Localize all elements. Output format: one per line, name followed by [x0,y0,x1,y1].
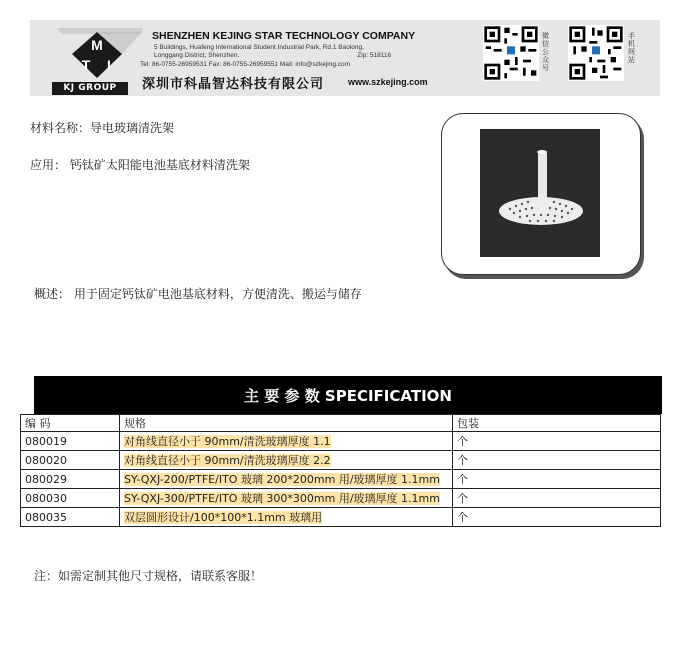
qr-code-mobile-site-icon [568,25,624,81]
table-row [21,508,661,527]
letterhead [30,20,660,96]
company-name-en: SHENZHEN KEJING STAR TECHNOLOGY COMPANY [152,30,416,42]
product-photo-frame [441,113,641,275]
row-pack: 个 [453,432,661,451]
header-pack: 包装 [453,415,661,432]
website-text: www.szkejing.com [348,77,428,87]
logo-letter-i: I [107,57,111,73]
row-spec: 对角线直径小于 90mm/清洗玻璃厚度 1.1 [120,432,453,451]
table-row [21,451,661,470]
row-pack: 个 [453,451,661,470]
table-row [21,432,661,451]
spec-table [20,414,661,527]
zip-code: Zip: 518116 [357,52,392,59]
row-pack: 个 [453,489,661,508]
logo-group-text: KJ GROUP [52,82,128,95]
row-spec: SY-QXJ-300/PTFE/ITO 玻璃 300*300mm 用/玻璃厚度 1.1mm [120,489,453,508]
company-name-cn: 深圳市科晶智达科技有限公司 [142,77,325,92]
row-code: 080019 [21,432,120,451]
table-row [21,489,661,508]
row-code: 080020 [21,451,120,470]
header-code: 编 码 [21,415,120,432]
logo-letter-m: M [91,37,103,53]
row-code: 080030 [21,489,120,508]
row-spec: 双层圆形设计/100*100*1.1mm 玻璃用 [120,508,453,527]
qr-code-wechat-icon [483,25,539,81]
custom-note: 注：如需定制其他尺寸规格，请联系客服！ [34,569,263,583]
row-spec: 对角线直径小于 90mm/清洗玻璃厚度 2.2 [120,451,453,470]
qr-label-wechat: 微信公众号 [542,32,549,72]
row-spec: SY-QXJ-200/PTFE/ITO 玻璃 200*200mm 用/玻璃厚度 1.1mm [120,470,453,489]
logo-letter-t: T [81,57,91,73]
row-pack: 个 [453,508,661,527]
row-code: 080029 [21,470,120,489]
table-header-row [21,415,661,432]
application-line: 应用： 钙钛矿太阳能电池基底材料清洗架 [30,158,250,172]
header-spec: 规格 [120,415,453,432]
row-pack: 个 [453,470,661,489]
product-photo-cleaning-rack-icon [480,129,600,257]
address-line-2: Longgang District, Shenzhen. Zip: 518116 [154,52,392,59]
qr-label-mobile-site: 手机网站 [628,32,635,64]
row-code: 080035 [21,508,120,527]
address-line-1: 5 Buildings, Huafeng International Student Industrial Park, Rd.1 Baolong, [154,44,364,51]
material-name: 材料名称：导电玻璃清洗架 [30,121,175,135]
contact-line: Tel: 86-0755-26959531 Fax: 86-0755-26959551 Mail: info@szkejing.com [140,61,351,68]
table-row [21,470,661,489]
spec-title-banner: 主 要 参 数 SPECIFICATION [34,376,662,414]
overview-line: 概述： 用于固定钙钛矿电池基底材料，方便清洗、搬运与储存 [34,287,362,301]
